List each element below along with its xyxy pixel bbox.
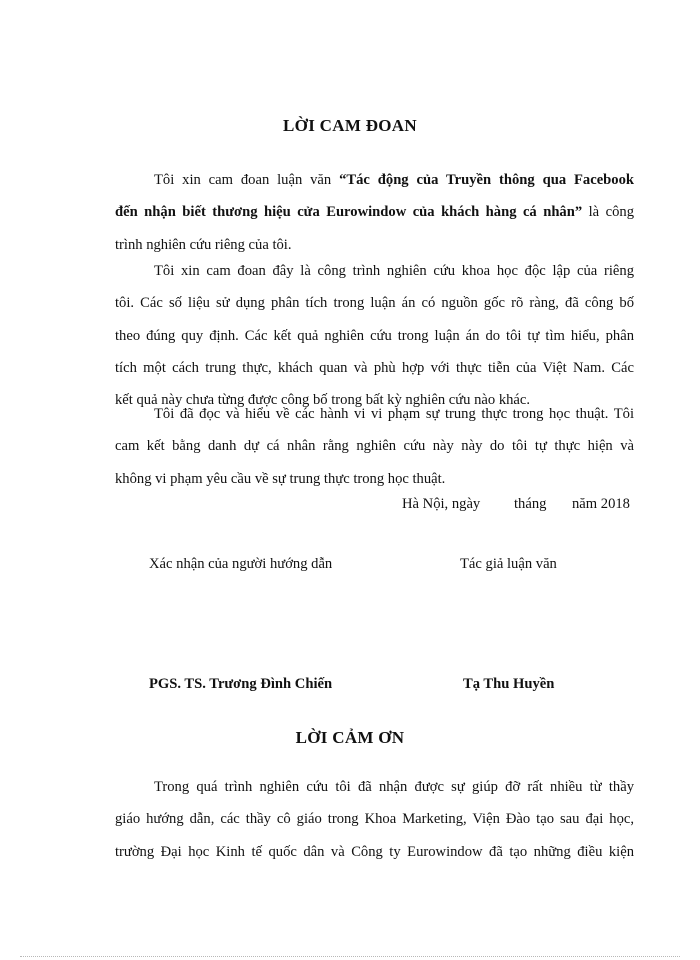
paragraph-line: Tôi đã đọc và hiểu về các hành vi vi phạm sự trung thực trong học thuật. Tôi xyxy=(154,406,634,422)
paragraph-line: theo đúng quy định. Các kết quả nghiên cứu trong luận án do tôi tự tìm hiểu, phân xyxy=(115,327,634,344)
paragraph-line: kết quả này chưa từng được công bố trong bất kỳ nghiên cứu nào khác. xyxy=(115,392,531,409)
page-break-divider xyxy=(20,956,680,957)
paragraph-line xyxy=(115,196,634,228)
author-name: Tạ Thu Huyền xyxy=(463,676,555,692)
acknowledgement-paragraph xyxy=(115,771,634,868)
paragraph-line: giáo hướng dẫn, các thầy cô giáo trong Khoa Marketing, Viện Đào tạo sau đại học, xyxy=(115,811,634,828)
declaration-paragraph-1 xyxy=(115,164,634,261)
date-place: Hà Nội, ngày xyxy=(402,496,481,512)
advisor-name: PGS. TS. Trương Đình Chiến xyxy=(149,676,333,692)
date-year: năm 2018 xyxy=(572,496,630,512)
date-month: tháng xyxy=(514,496,547,512)
paragraph-line: tích một cách trung thực, khách quan và phù hợp với thực tiễn của Việt Nam. Các xyxy=(115,359,634,376)
thesis-title-part-2: đến nhận biết thương hiệu cửa Eurowindow của khách hàng cá nhân” xyxy=(115,204,583,221)
thesis-title-part-1: “Tác động của Truyền thông qua Facebook xyxy=(339,172,634,188)
paragraph-line: tôi. Các số liệu sử dụng phân tích trong luận án có nguồn gốc rõ ràng, đã công bố xyxy=(115,295,634,312)
author-label: Tác giả luận văn xyxy=(460,556,557,572)
declaration-paragraph-2 xyxy=(115,255,634,416)
declaration-paragraph-3 xyxy=(115,398,634,495)
acknowledgement-title: LỜI CẢM ƠN xyxy=(295,728,405,747)
intro-text: Tôi xin cam đoan luận văn xyxy=(154,172,340,188)
paragraph-line: trường Đại học Kinh tế quốc dân và Công ty Eurowindow đã tạo những điều kiện xyxy=(115,843,634,860)
paragraph-line: trình nghiên cứu riêng của tôi. xyxy=(115,236,292,253)
paragraph-line: Tôi xin cam đoan đây là công trình nghiên cứu khoa học độc lập của riêng xyxy=(154,263,634,279)
paragraph-line: Trong quá trình nghiên cứu tôi đã nhận được sự giúp đỡ rất nhiều từ thầy xyxy=(154,779,634,795)
paragraph-line: cam kết bằng danh dự cá nhân rằng nghiên cứu này này do tôi tự thực hiện và xyxy=(115,438,634,455)
paragraph-line: không vi phạm yêu cầu về sự trung thực trong học thuật. xyxy=(115,470,446,487)
continuation-text: là công xyxy=(582,204,634,221)
paragraph-line xyxy=(115,164,634,196)
advisor-label: Xác nhận của người hướng dẫn xyxy=(149,556,333,572)
declaration-title: LỜI CAM ĐOAN xyxy=(283,116,417,135)
